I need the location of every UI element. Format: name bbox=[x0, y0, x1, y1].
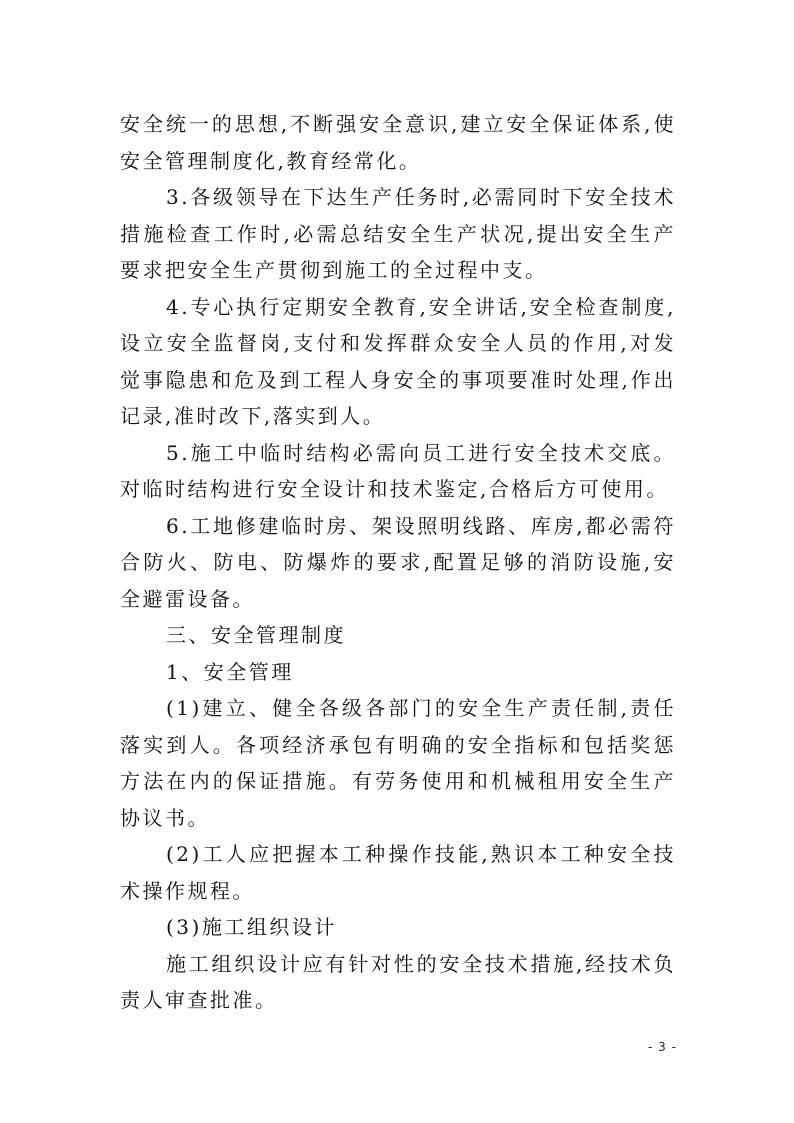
paragraph-item-5: 5.施工中临时结构必需向员工进行安全技术交底。对临时结构进行安全设计和技术鉴定,合格后方可使用。 bbox=[120, 440, 676, 501]
paragraph-item-3: 3.各级领导在下达生产任务时,必需同时下安全技术措施检查工作时,必需总结安全生产状况,提出安全生产要求把安全生产贯彻到施工的全过程中支。 bbox=[120, 185, 676, 282]
paragraph-clause-3-body: 施工组织设计应有针对性的安全技术措施,经技术负责人审查批准。 bbox=[120, 951, 676, 1012]
paragraph-continuation: 安全统一的思想,不断强安全意识,建立安全保证体系,使安全管理制度化,教育经常化。 bbox=[120, 112, 676, 173]
paragraph-clause-2: (2)工人应把握本工种操作技能,熟识本工种安全技术操作规程。 bbox=[120, 842, 676, 903]
paragraph-clause-1: (1)建立、健全各级各部门的安全生产责任制,责任落实到人。各项经济承包有明确的安全指标和包括奖惩方法在内的保证措施。有劳务使用和机械租用安全生产协议书。 bbox=[120, 696, 676, 830]
paragraph-item-6: 6.工地修建临时房、架设照明线路、库房,都必需符合防火、防电、防爆炸的要求,配置足够的消防设施,安全避雷设备。 bbox=[120, 513, 676, 611]
page-number: - 3 - bbox=[648, 1040, 677, 1054]
section-heading: 三、安全管理制度 bbox=[166, 623, 346, 647]
subsection-heading: 1、安全管理 bbox=[166, 659, 294, 684]
paragraph-clause-3-heading: (3)施工组织设计 bbox=[166, 915, 337, 939]
paragraph-item-4: 4.专心执行定期安全教育,安全讲话,安全检查制度,设立安全监督岗,支付和发挥群众安全人员的作用,对发觉事隐患和危及到工程人身安全的事项要准时处理,作出记录,准时改下,落实到人。 bbox=[120, 294, 676, 428]
body-text bbox=[120, 106, 676, 1019]
